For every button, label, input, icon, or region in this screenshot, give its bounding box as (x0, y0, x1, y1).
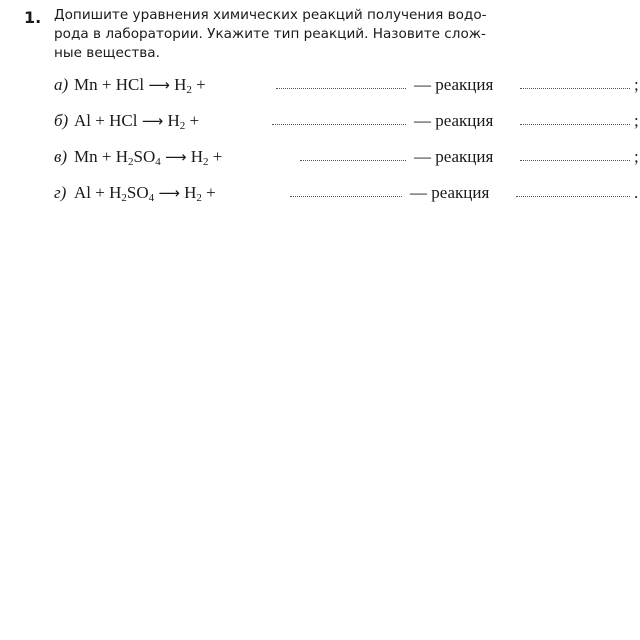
reaction-type-blank-field[interactable] (520, 110, 630, 125)
question-line: ные вещества. (54, 45, 160, 61)
equation-left-side: Al + HCl ⟶ $H_2$ + (74, 111, 200, 132)
reaction-arrow-icon: ⟶ (141, 112, 164, 130)
reaction-arrow-icon: ⟶ (164, 148, 187, 166)
reaction-type-blank-field[interactable] (520, 146, 630, 161)
reaction-type-label: — реакция (414, 111, 494, 130)
end-punctuation: ; (634, 111, 639, 130)
reaction-arrow-icon: ⟶ (148, 76, 170, 94)
end-punctuation: ; (634, 147, 639, 166)
item-label: г) (54, 183, 67, 202)
question-line: рода в лаборатории. Укажите тип реакций. Назовите слож- (54, 26, 486, 42)
item-label: в) (54, 147, 68, 166)
question-line: Допишите уравнения химических реакций получения водо- (54, 7, 487, 23)
end-punctuation: . (634, 183, 639, 202)
products-blank-field[interactable] (290, 182, 402, 197)
reaction-type-label: — реакция (410, 183, 490, 202)
reaction-arrow-icon: ⟶ (158, 184, 180, 202)
products-blank-field[interactable] (276, 74, 406, 89)
equation-row-b (54, 110, 639, 132)
task-number: 1. (24, 8, 42, 27)
equation-left-side: Mn + HCl ⟶ $H_2$ + (74, 75, 206, 96)
task-question (54, 6, 624, 63)
equation-left-side: $Al + H_2SO_4$ ⟶ $H_2$ + (74, 183, 216, 204)
reaction-type-blank-field[interactable] (516, 182, 630, 197)
products-blank-field[interactable] (300, 146, 406, 161)
equation-row-d (54, 182, 639, 204)
equation-row-c (54, 146, 639, 168)
equation-left-side: $Mn + H_2SO_4$ ⟶ $H_2$ + (74, 147, 223, 168)
reaction-type-blank-field[interactable] (520, 74, 630, 89)
end-punctuation: ; (634, 75, 639, 94)
item-label: а) (54, 75, 69, 94)
equation-row-a (54, 74, 639, 96)
products-blank-field[interactable] (272, 110, 406, 125)
item-label: б) (54, 111, 69, 130)
reaction-type-label: — реакция (414, 75, 494, 94)
reaction-type-label: — реакция (414, 147, 494, 166)
